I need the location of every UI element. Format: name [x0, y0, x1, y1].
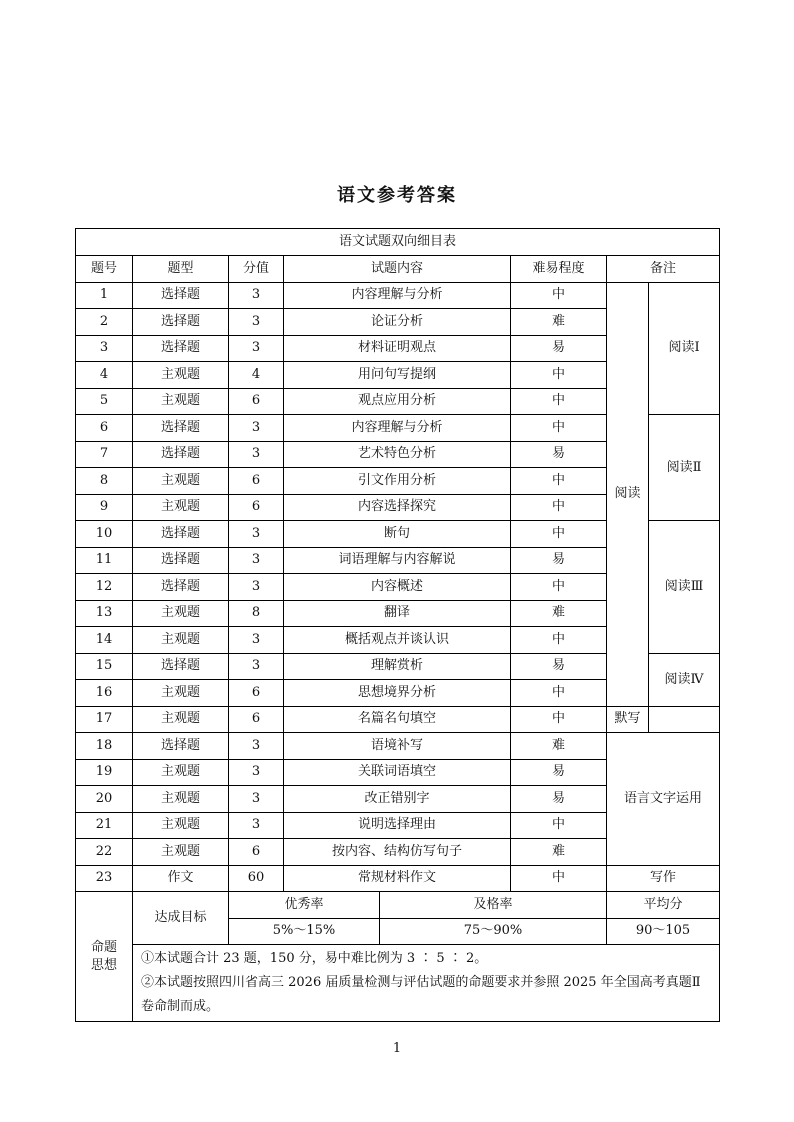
- cell-score: 3: [229, 415, 284, 442]
- cell-type: 选择题: [133, 441, 229, 468]
- cell-type: 选择题: [133, 547, 229, 574]
- cell-content: 语境补写: [284, 733, 511, 760]
- cell-type: 主观题: [133, 812, 229, 839]
- cell-score: 3: [229, 786, 284, 813]
- cell-level: 中: [511, 680, 607, 707]
- cell-content: 名篇名句填空: [284, 706, 511, 733]
- table-caption: 语文试题双向细目表: [76, 229, 720, 256]
- cell-score: 3: [229, 759, 284, 786]
- header-cell: 难易程度: [511, 256, 607, 283]
- cell-type: 主观题: [133, 494, 229, 521]
- header-cell: 备注: [607, 256, 720, 283]
- cell-no: 9: [76, 494, 133, 521]
- cell-no: 3: [76, 335, 133, 362]
- cell-content: 内容理解与分析: [284, 282, 511, 309]
- remark-reading-2: 阅读Ⅱ: [649, 415, 720, 521]
- cell-type: 选择题: [133, 733, 229, 760]
- header-cell: 题号: [76, 256, 133, 283]
- cell-type: 选择题: [133, 335, 229, 362]
- cell-score: 6: [229, 706, 284, 733]
- cell-type: 选择题: [133, 574, 229, 601]
- cell-level: 中: [511, 521, 607, 548]
- cell-type: 选择题: [133, 282, 229, 309]
- cell-content: 引文作用分析: [284, 468, 511, 495]
- cell-score: 3: [229, 653, 284, 680]
- cell-level: 易: [511, 441, 607, 468]
- cell-content: 内容概述: [284, 574, 511, 601]
- cell-level: 易: [511, 335, 607, 362]
- cell-type: 作文: [133, 865, 229, 892]
- cell-content: 改正错别字: [284, 786, 511, 813]
- cell-type: 主观题: [133, 600, 229, 627]
- remark-language-use: 语言文字运用: [607, 733, 720, 866]
- cell-type: 主观题: [133, 627, 229, 654]
- table-row: [76, 733, 720, 760]
- cell-no: 13: [76, 600, 133, 627]
- cell-no: 11: [76, 547, 133, 574]
- cell-content: 观点应用分析: [284, 388, 511, 415]
- cell-content: 常规材料作文: [284, 865, 511, 892]
- header-cell: 题型: [133, 256, 229, 283]
- design-note-1: ①本试题合计 23 题，150 分，易中难比例为 3 ∶ 5 ∶ 2。: [141, 951, 488, 966]
- cell-type: 主观题: [133, 839, 229, 866]
- cell-score: 3: [229, 335, 284, 362]
- cell-no: 8: [76, 468, 133, 495]
- cell-no: 10: [76, 521, 133, 548]
- table-row: [76, 282, 720, 309]
- cell-score: 3: [229, 521, 284, 548]
- cell-level: 中: [511, 415, 607, 442]
- cell-level: 中: [511, 362, 607, 389]
- cell-score: 6: [229, 839, 284, 866]
- cell-type: 主观题: [133, 706, 229, 733]
- avg-label: 平均分: [607, 892, 720, 919]
- cell-content: 艺术特色分析: [284, 441, 511, 468]
- cell-level: 中: [511, 812, 607, 839]
- cell-score: 4: [229, 362, 284, 389]
- page-number: 1: [392, 1041, 402, 1056]
- remark-dictation: 默写: [607, 706, 649, 733]
- excellent-value: 5%～15%: [229, 918, 380, 945]
- cell-no: 6: [76, 415, 133, 442]
- cell-level: 中: [511, 627, 607, 654]
- cell-level: 易: [511, 786, 607, 813]
- avg-value: 90～105: [607, 918, 720, 945]
- cell-level: 中: [511, 865, 607, 892]
- pass-label: 及格率: [380, 892, 607, 919]
- cell-no: 19: [76, 759, 133, 786]
- cell-content: 翻译: [284, 600, 511, 627]
- cell-type: 选择题: [133, 415, 229, 442]
- cell-no: 4: [76, 362, 133, 389]
- design-target-header-row: [76, 892, 720, 919]
- cell-score: 3: [229, 733, 284, 760]
- cell-content: 思想境界分析: [284, 680, 511, 707]
- cell-level: 中: [511, 388, 607, 415]
- cell-score: 6: [229, 468, 284, 495]
- cell-no: 23: [76, 865, 133, 892]
- cell-type: 主观题: [133, 759, 229, 786]
- design-notes-row: [76, 945, 720, 1022]
- cell-level: 中: [511, 282, 607, 309]
- cell-score: 6: [229, 680, 284, 707]
- cell-content: 材料证明观点: [284, 335, 511, 362]
- cell-content: 理解赏析: [284, 653, 511, 680]
- design-label-line1: 命题: [90, 939, 117, 955]
- cell-score: 60: [229, 865, 284, 892]
- cell-content: 用问句写提纲: [284, 362, 511, 389]
- cell-type: 选择题: [133, 309, 229, 336]
- cell-no: 21: [76, 812, 133, 839]
- remark-reading-4: 阅读Ⅳ: [649, 653, 720, 706]
- cell-score: 3: [229, 441, 284, 468]
- cell-level: 难: [511, 309, 607, 336]
- excellent-label: 优秀率: [229, 892, 380, 919]
- cell-content: 概括观点并谈认识: [284, 627, 511, 654]
- cell-type: 主观题: [133, 362, 229, 389]
- cell-level: 中: [511, 468, 607, 495]
- header-cell: 分值: [229, 256, 284, 283]
- cell-content: 按内容、结构仿写句子: [284, 839, 511, 866]
- cell-type: 主观题: [133, 468, 229, 495]
- cell-no: 16: [76, 680, 133, 707]
- cell-level: 中: [511, 494, 607, 521]
- cell-score: 6: [229, 494, 284, 521]
- cell-no: 17: [76, 706, 133, 733]
- spec-table: [75, 228, 720, 1022]
- pass-value: 75～90%: [380, 918, 607, 945]
- design-notes: [133, 945, 720, 1022]
- table-row: [76, 706, 720, 733]
- cell-level: 易: [511, 759, 607, 786]
- cell-score: 3: [229, 547, 284, 574]
- cell-no: 12: [76, 574, 133, 601]
- cell-no: 18: [76, 733, 133, 760]
- cell-type: 选择题: [133, 653, 229, 680]
- cell-type: 选择题: [133, 521, 229, 548]
- cell-no: 5: [76, 388, 133, 415]
- cell-type: 主观题: [133, 388, 229, 415]
- cell-content: 内容选择探究: [284, 494, 511, 521]
- cell-level: 易: [511, 547, 607, 574]
- cell-score: 3: [229, 282, 284, 309]
- cell-no: 15: [76, 653, 133, 680]
- cell-no: 20: [76, 786, 133, 813]
- cell-no: 7: [76, 441, 133, 468]
- cell-score: 3: [229, 309, 284, 336]
- cell-content: 断句: [284, 521, 511, 548]
- design-label: [76, 892, 133, 1022]
- target-label: 达成目标: [133, 892, 229, 945]
- cell-type: 主观题: [133, 680, 229, 707]
- cell-content: 论证分析: [284, 309, 511, 336]
- cell-content: 内容理解与分析: [284, 415, 511, 442]
- cell-no: 1: [76, 282, 133, 309]
- remark-writing: 写作: [607, 865, 720, 892]
- cell-score: 3: [229, 574, 284, 601]
- cell-level: 难: [511, 600, 607, 627]
- cell-no: 2: [76, 309, 133, 336]
- remark-reading-3: 阅读Ⅲ: [649, 521, 720, 654]
- header-cell: 试题内容: [284, 256, 511, 283]
- table-row: [76, 865, 720, 892]
- cell-level: 难: [511, 733, 607, 760]
- cell-content: 说明选择理由: [284, 812, 511, 839]
- cell-score: 6: [229, 388, 284, 415]
- cell-no: 22: [76, 839, 133, 866]
- remark-reading: 阅读: [607, 282, 649, 706]
- cell-level: 中: [511, 706, 607, 733]
- page-title: 语文参考答案: [337, 185, 457, 206]
- cell-content: 词语理解与内容解说: [284, 547, 511, 574]
- design-note-2: ②本试题按照四川省高三 2026 届质量检测与评估试题的命题要求并参照 2025 年全国高考真题Ⅱ卷命制而成。: [141, 975, 701, 1014]
- cell-type: 主观题: [133, 786, 229, 813]
- cell-content: 关联词语填空: [284, 759, 511, 786]
- cell-score: 8: [229, 600, 284, 627]
- cell-level: 难: [511, 839, 607, 866]
- cell-level: 中: [511, 574, 607, 601]
- cell-score: 3: [229, 812, 284, 839]
- remark-reading-1: 阅读Ⅰ: [649, 282, 720, 415]
- cell-no: 14: [76, 627, 133, 654]
- cell-level: 易: [511, 653, 607, 680]
- design-label-line2: 思想: [90, 957, 117, 973]
- cell-score: 3: [229, 627, 284, 654]
